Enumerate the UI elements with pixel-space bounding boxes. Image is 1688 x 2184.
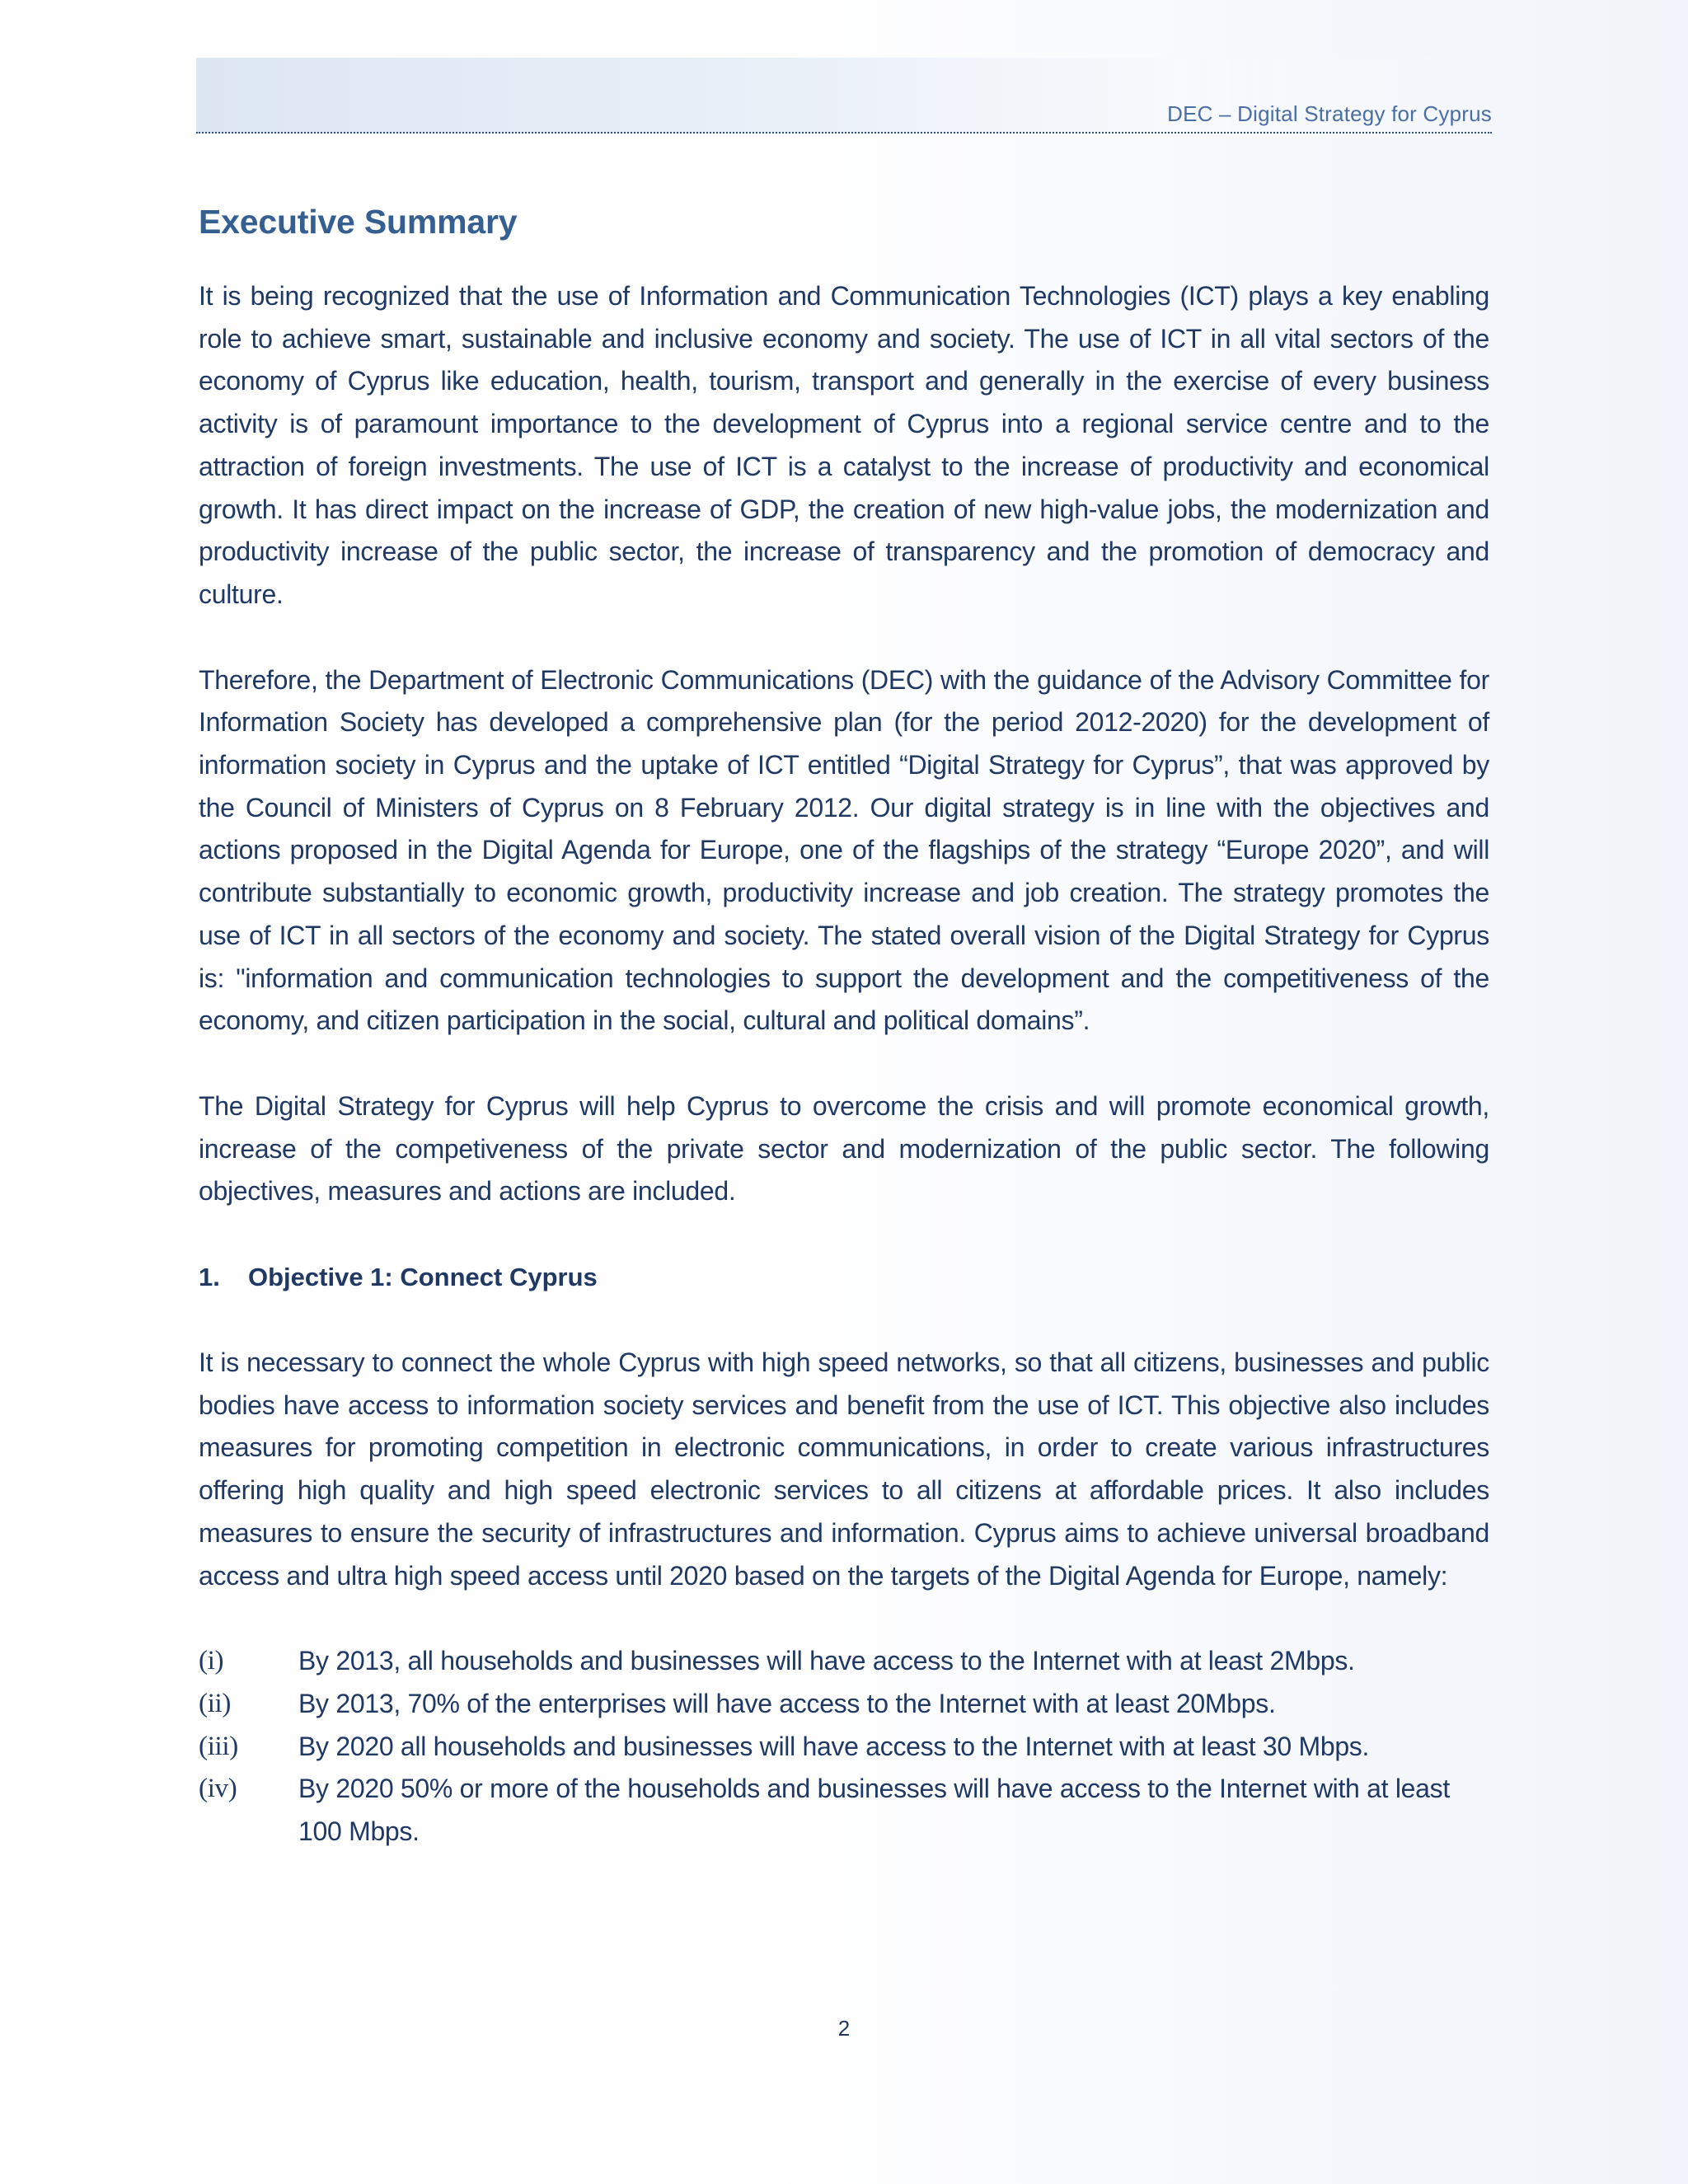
running-title: DEC – Digital Strategy for Cyprus (1167, 101, 1492, 126)
page-number: 2 (837, 2016, 851, 2041)
list-marker: (ii) (199, 1688, 232, 1718)
list-item (199, 1640, 1489, 1683)
list-item-text: By 2013, all households and businesses will have access to the Internet with at least 2Mbps. (298, 1646, 1355, 1676)
summary-paragraph-2: Therefore, the Department of Electronic Communications (DEC) with the guidance of the Advisory Committee for Information Society has developed a comprehensive plan (for the period 2012-2020) for the development of information society in Cyprus and the uptake of ICT entitled “Digital Strategy for Cyprus”, that was approved by the Council of Ministers of Cyprus on 8 February 2012. Our digital strategy is in line with the objectives and actions proposed in the Digital Agenda for Europe, one of the flagships of the strategy “Europe 2020”, and will contribute substantially to economic growth, productivity increase and job creation. The strategy promotes the use of ICT in all sectors of the economy and society. The stated overall vision of the Digital Strategy for Cyprus is: "information and communication technologies to support the development and the competitiveness of the economy, and citizen participation in the social, cultural and political domains”. (199, 664, 1489, 1036)
page-header (196, 58, 1492, 134)
list-marker: (iv) (199, 1774, 237, 1804)
list-item (199, 1726, 1489, 1769)
summary-paragraph-1: It is being recognized that the use of Information and Communication Technologies (ICT) plays a key enabling role to achieve smart, sustainable and inclusive economy and society. The use of ICT in all vital sectors of the economy of Cyprus like education, health, tourism, transport and generally in the exercise of every business activity is of paramount importance to the development of Cyprus into a regional service centre and to the attraction of foreign investments. The use of ICT is a catalyst to the increase of productivity and economical growth. It has direct impact on the increase of GDP, the creation of new high-value jobs, the modernization and productivity increase of the public sector, the increase of transparency and the promotion of democracy and culture. (199, 281, 1489, 609)
page-content (199, 198, 1489, 1854)
list-item-text: By 2020 50% or more of the households and businesses will have access to the Internet with at least 100 Mbps. (298, 1774, 1450, 1847)
summary-paragraph-3: The Digital Strategy for Cyprus will help Cyprus to overcome the crisis and will promote economical growth, increase of the competiveness of the private sector and modernization of the public sector. The following objectives, measures and actions are included. (199, 1090, 1489, 1207)
objective-number: 1. (199, 1263, 220, 1292)
list-item (199, 1683, 1489, 1726)
objective-title: Objective 1: Connect Cyprus (248, 1263, 598, 1292)
objective-paragraph: It is necessary to connect the whole Cyprus with high speed networks, so that all citizens, businesses and public bodies have access to information society services and benefit from the use of ICT. This objective also includes measures for promoting competition in electronic communications, in order to create various infrastructures offering high quality and high speed electronic services to all citizens at affordable prices. It also includes measures to ensure the security of infrastructures and information. Cyprus aims to achieve universal broadband access and ultra high speed access until 2020 based on the targets of the Digital Agenda for Europe, namely: (199, 1347, 1489, 1591)
list-item (199, 1768, 1489, 1853)
list-marker: (i) (199, 1646, 224, 1676)
list-item-text: By 2013, 70% of the enterprises will have access to the Internet with at least 20Mbps. (298, 1688, 1276, 1718)
list-item-text: By 2020 all households and businesses will have access to the Internet with at least 30 Mbps. (298, 1731, 1370, 1761)
objective-heading (199, 1256, 1489, 1299)
list-marker: (iii) (199, 1731, 238, 1761)
section-title: Executive Summary (199, 203, 518, 241)
targets-list (199, 1640, 1489, 1854)
